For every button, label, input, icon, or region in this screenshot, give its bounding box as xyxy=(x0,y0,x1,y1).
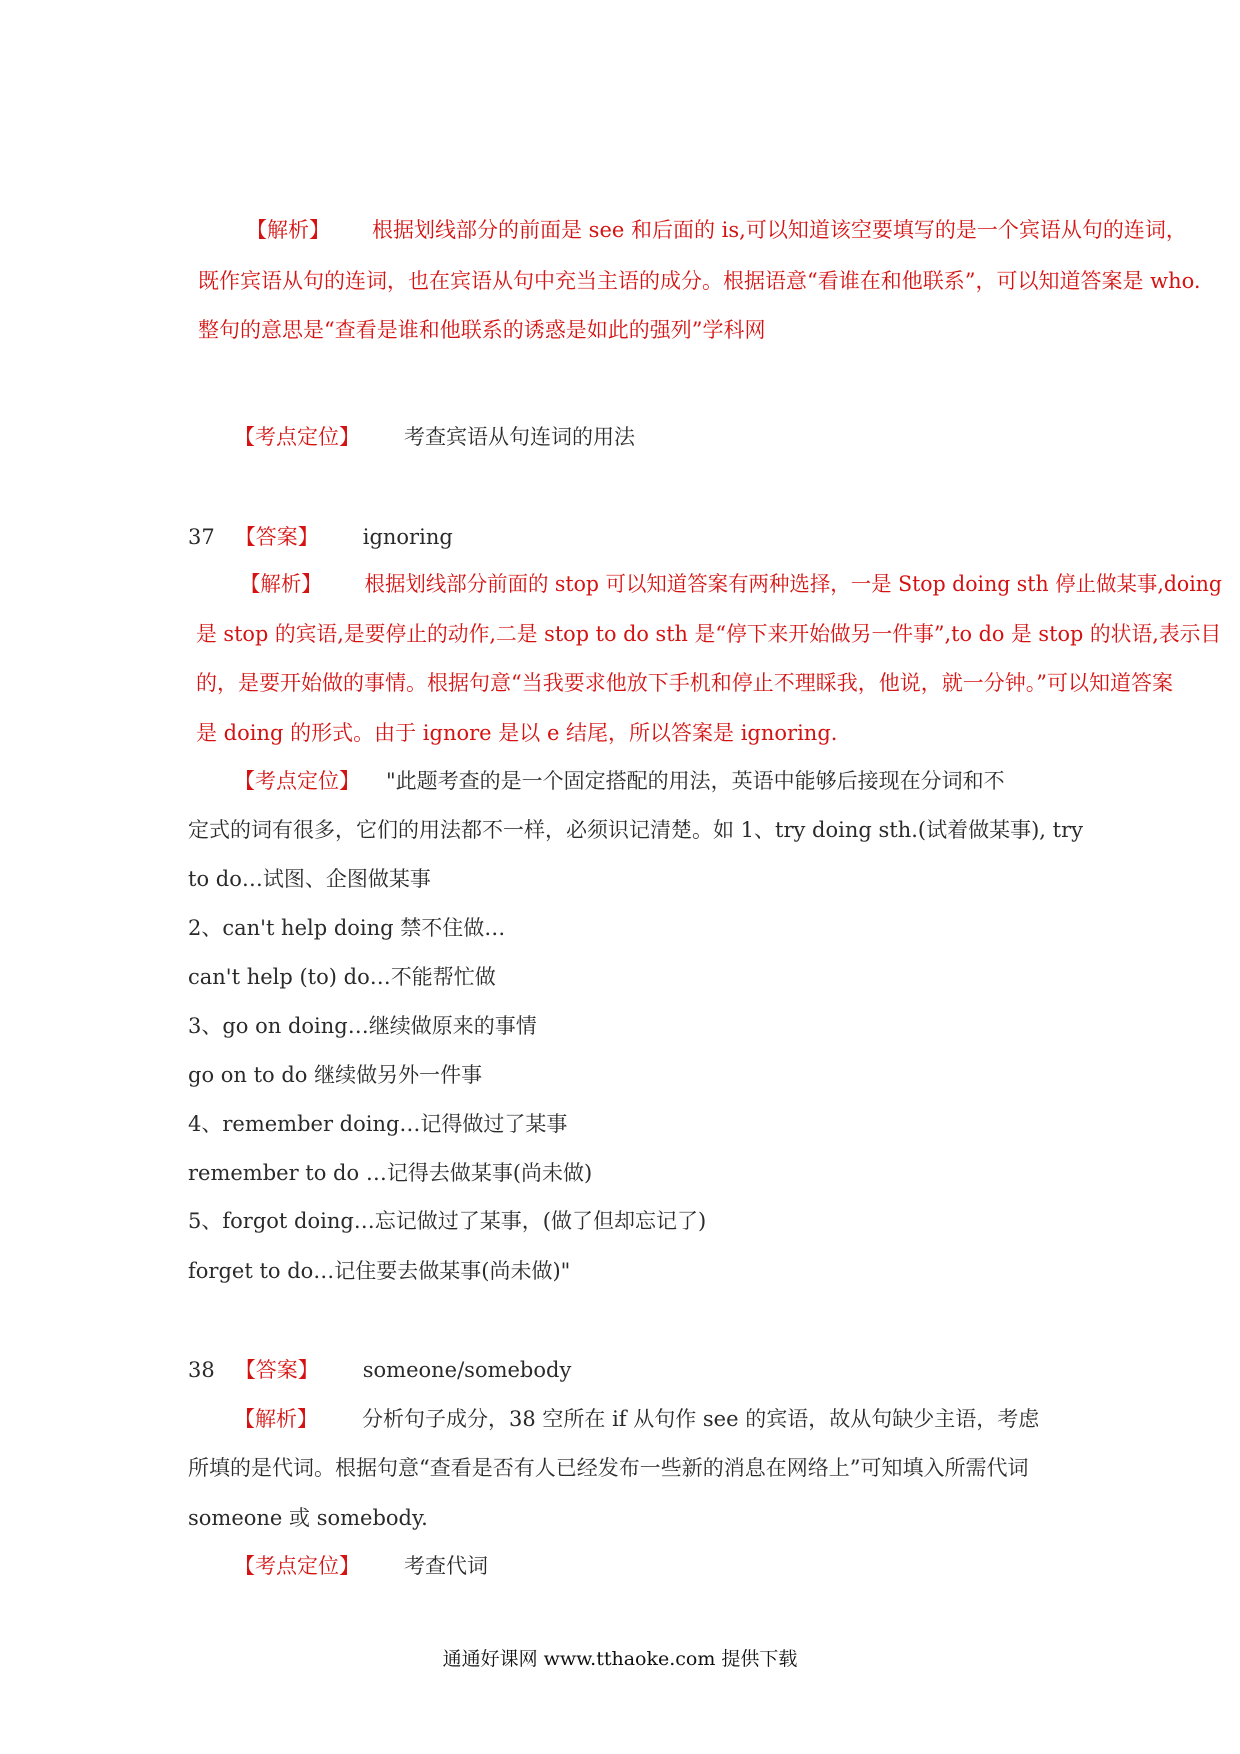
analysis-tag: 【解析】 xyxy=(246,218,330,242)
q38-number: 38 xyxy=(188,1358,215,1382)
q37-key-point-line-8: 4、remember doing…记得做过了某事 xyxy=(188,1112,568,1136)
q37-key-point-line-4: 2、can't help doing 禁不住做… xyxy=(188,916,506,940)
q37-key-point-line-7: go on to do 继续做另外一件事 xyxy=(188,1063,483,1087)
q37-number: 37 xyxy=(188,525,215,549)
q37-key-point-line-11: forget to do…记住要去做某事(尚未做)" xyxy=(188,1259,571,1283)
q37-analysis-tag: 【解析】 xyxy=(240,572,322,596)
q38-answer-tag: 【答案】 xyxy=(234,1358,319,1382)
q37-key-point-line-5: can't help (to) do…不能帮忙做 xyxy=(188,965,496,989)
q37-key-point-line-3: to do…试图、企图做某事 xyxy=(188,867,431,891)
analysis-line-1: 【解析】 根据划线部分的前面是 see 和后面的 is,可以知道该空要填写的是一个宾语从句的连词， xyxy=(246,218,1187,242)
q37-answer-tag: 【答案】 xyxy=(234,525,319,549)
q37-answer-line xyxy=(188,522,453,552)
q38-key-point-text: 考查代词 xyxy=(404,1554,488,1578)
q37-answer: ignoring xyxy=(362,525,453,549)
q38-answer: someone/somebody xyxy=(362,1358,572,1382)
q38-analysis-line-2: 所填的是代词。根据句意“查看是否有人已经发布一些新的消息在网络上”可知填入所需代词 xyxy=(188,1456,1029,1480)
q37-analysis-line-3: 的，是要开始做的事情。根据句意“当我要求他放下手机和停止不理睬我，他说，就一分钟。”可以知道答案 xyxy=(196,671,1173,695)
analysis-line-2: 既作宾语从句的连词，也在宾语从句中充当主语的成分。根据语意“看谁在和他联系”，可以知道答案是 who. xyxy=(198,269,1201,293)
q37-key-point-line-10: 5、forgot doing…忘记做过了某事，(做了但却忘记了) xyxy=(188,1209,707,1233)
page-footer: 通通好课网 www.tthaoke.com 提供下载 xyxy=(442,1648,798,1670)
q38-key-point-line xyxy=(234,1551,488,1581)
q38-analysis-line-3: someone 或 somebody. xyxy=(188,1506,428,1530)
q37-key-point-line-2: 定式的词有很多，它们的用法都不一样，必须识记清楚。如 1、try doing sth.(试着做某事), try xyxy=(188,818,1083,842)
q37-key-point-line-6: 3、go on doing…继续做原来的事情 xyxy=(188,1014,537,1038)
q37-key-point-line-9: remember to do …记得去做某事(尚未做) xyxy=(188,1161,593,1185)
q37-analysis-line-2: 是 stop 的宾语,是要停止的动作,二是 stop to do sth 是“停下来开始做另一件事”,to do 是 stop 的状语,表示目 xyxy=(196,622,1222,646)
q38-key-point-tag: 【考点定位】 xyxy=(234,1554,360,1578)
q37-analysis-line-1: 【解析】 根据划线部分前面的 stop 可以知道答案有两种选择，一是 Stop doing sth 停止做某事,doing xyxy=(240,572,1222,596)
q37-analysis-line-4: 是 doing 的形式。由于 ignore 是以 e 结尾，所以答案是 ignoring. xyxy=(196,721,838,745)
analysis-line-3: 整句的意思是“查看是谁和他联系的诱惑是如此的强列”学科网 xyxy=(198,318,766,342)
q38-answer-line xyxy=(188,1355,571,1385)
q38-analysis-line-1: 【解析】 分析句子成分，38 空所在 if 从句作 see 的宾语，故从句缺少主语，考虑 xyxy=(234,1407,1040,1431)
q37-key-point-tag: 【考点定位】 xyxy=(234,769,360,793)
q37-key-point-line-1: 【考点定位】 "此题考查的是一个固定搭配的用法，英语中能够后接现在分词和不 xyxy=(234,769,1005,793)
key-point-text: 考查宾语从句连词的用法 xyxy=(404,425,635,449)
q38-analysis-tag: 【解析】 xyxy=(234,1407,318,1431)
key-point-line xyxy=(234,422,635,452)
key-point-tag: 【考点定位】 xyxy=(234,425,360,449)
